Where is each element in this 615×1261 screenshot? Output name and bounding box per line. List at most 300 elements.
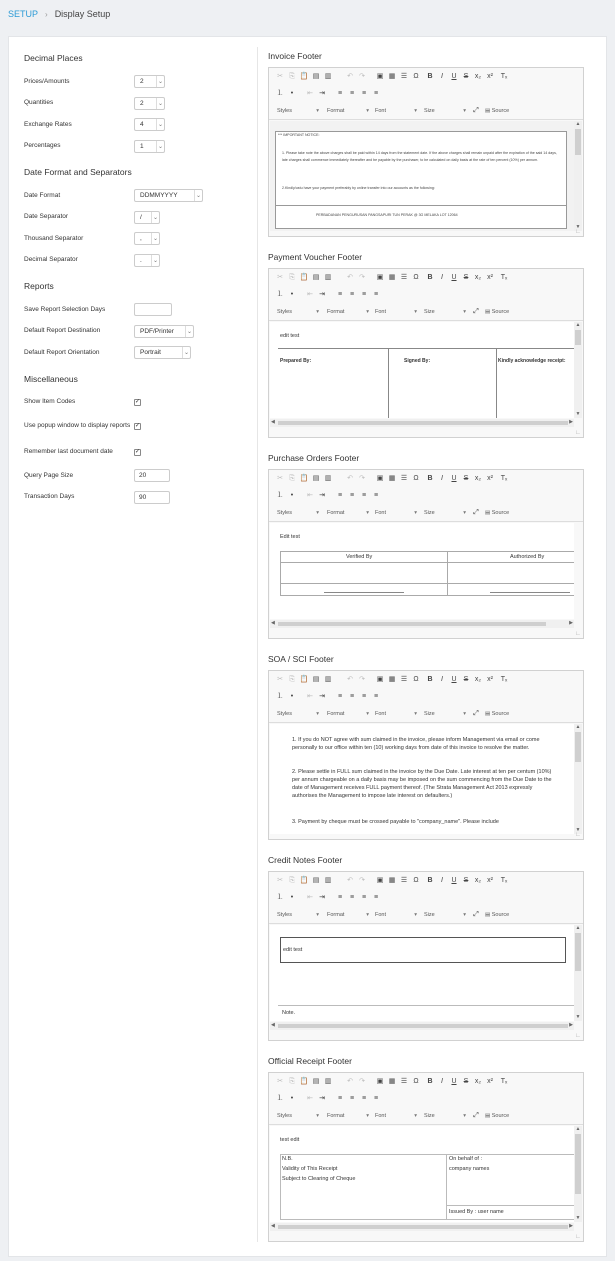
horizontal-line-icon[interactable]: ☰: [400, 676, 408, 683]
image-icon[interactable]: ▣: [376, 274, 384, 281]
paste-icon[interactable]: 📋: [299, 1078, 309, 1085]
thousand-separator-row: [24, 228, 249, 250]
divider: [280, 583, 574, 584]
paste-icon[interactable]: 📋: [299, 73, 309, 80]
superscript-icon[interactable]: x²: [487, 73, 493, 80]
undo-icon[interactable]: ↶: [347, 475, 353, 482]
soa-item-3-text: Payment by cheque must be crossed payable to "company_name". Please include: [298, 819, 499, 825]
outdent-icon[interactable]: ⇤: [307, 90, 313, 97]
underline-icon[interactable]: U: [451, 676, 457, 683]
maximize-icon[interactable]: ⤢: [473, 710, 479, 717]
source-label: Source: [491, 1113, 510, 1119]
align-left-icon[interactable]: ≡: [337, 1095, 343, 1102]
paste-word-icon[interactable]: ▥: [324, 877, 332, 884]
arrow-right-icon: ▶: [569, 1022, 573, 1028]
align-justify-icon[interactable]: ≡: [373, 492, 379, 499]
use-popup-checkbox[interactable]: ✓: [135, 422, 141, 429]
date-format-select[interactable]: [134, 189, 203, 202]
prices-label: Prices/Amounts: [24, 77, 70, 85]
validity-text: Validity of This Receipt: [282, 1166, 338, 1172]
prepared-by: Prepared By:: [280, 358, 312, 364]
strike-icon[interactable]: S: [463, 1078, 469, 1085]
remember-date-label: Remember last document date: [24, 448, 113, 455]
format-dropdown-label: Format: [327, 912, 345, 918]
maximize-icon[interactable]: ⤢: [473, 509, 479, 516]
superscript-icon[interactable]: x²: [487, 1078, 493, 1085]
superscript-icon[interactable]: x²: [487, 475, 493, 482]
credit-notes-content[interactable]: [270, 925, 574, 1021]
report-orientation-value: Portrait: [140, 349, 161, 357]
page-size-row: [24, 465, 249, 487]
scrollbar[interactable]: [574, 121, 582, 231]
align-center-icon[interactable]: ≡: [349, 492, 355, 499]
paste-word-icon[interactable]: ▥: [324, 475, 332, 482]
bulleted-list-icon[interactable]: •: [290, 492, 294, 499]
breadcrumb: [0, 0, 615, 28]
subscript-icon[interactable]: x₂: [474, 877, 482, 884]
cut-icon[interactable]: ✂: [277, 274, 283, 281]
resize-handle-icon[interactable]: ∟: [575, 229, 581, 235]
styles-dropdown-label: Styles: [277, 711, 292, 717]
scrollbar[interactable]: [574, 925, 582, 1021]
align-right-icon[interactable]: ≡: [361, 894, 367, 901]
decimal-separator-select[interactable]: [134, 254, 160, 267]
format-dropdown[interactable]: [327, 1111, 371, 1121]
chevron-down-icon: ▾: [463, 1113, 466, 1119]
thousand-separator-select[interactable]: [134, 232, 160, 245]
table-icon[interactable]: ▦: [388, 877, 396, 884]
scrollbar-thumb[interactable]: [278, 1225, 568, 1229]
format-dropdown[interactable]: [327, 709, 371, 719]
chevron-down-icon: ▾: [366, 711, 369, 717]
outdent-icon[interactable]: ⇤: [307, 492, 313, 499]
quantities-select[interactable]: [134, 97, 165, 110]
italic-icon[interactable]: I: [441, 877, 443, 884]
horizontal-line-icon[interactable]: ☰: [400, 877, 408, 884]
paste-icon[interactable]: 📋: [299, 676, 309, 683]
remove-format-icon[interactable]: Tₓ: [500, 475, 508, 482]
copy-icon[interactable]: ⎘: [289, 274, 295, 281]
align-justify-icon[interactable]: ≡: [373, 894, 379, 901]
align-center-icon[interactable]: ≡: [349, 894, 355, 901]
italic-icon[interactable]: I: [441, 274, 443, 281]
underline-icon[interactable]: U: [451, 274, 457, 281]
underline-icon[interactable]: U: [451, 475, 457, 482]
align-center-icon[interactable]: ≡: [349, 90, 355, 97]
remove-format-icon[interactable]: Tₓ: [500, 1078, 508, 1085]
scrollbar-thumb[interactable]: [575, 330, 581, 345]
align-left-icon[interactable]: ≡: [337, 90, 343, 97]
date-separator-select[interactable]: [134, 211, 160, 224]
indent-icon[interactable]: ⇥: [319, 90, 325, 97]
superscript-icon[interactable]: x²: [487, 877, 493, 884]
bold-icon[interactable]: B: [427, 73, 433, 80]
chevron-down-icon: ⌄: [182, 347, 190, 358]
cut-icon[interactable]: ✂: [277, 676, 283, 683]
cut-icon[interactable]: ✂: [277, 475, 283, 482]
paste-icon[interactable]: 📋: [299, 475, 309, 482]
chevron-down-icon: ▾: [414, 912, 417, 918]
exchange-rates-select[interactable]: [134, 118, 165, 131]
special-char-icon[interactable]: Ω: [413, 475, 419, 482]
align-left-icon[interactable]: ≡: [337, 894, 343, 901]
maximize-icon[interactable]: ⤢: [473, 911, 479, 918]
remove-format-icon[interactable]: Tₓ: [500, 676, 508, 683]
remove-format-icon[interactable]: Tₓ: [500, 274, 508, 281]
font-dropdown[interactable]: [375, 1111, 419, 1121]
underline-icon[interactable]: U: [451, 877, 457, 884]
reports-title: Reports: [24, 281, 54, 291]
size-dropdown-label: Size: [424, 309, 435, 315]
paste-text-icon[interactable]: ▤: [312, 676, 320, 683]
align-left-icon[interactable]: ≡: [337, 291, 343, 298]
page-size-input[interactable]: 20: [134, 469, 170, 482]
divider: [446, 1205, 574, 1206]
source-button[interactable]: [485, 910, 509, 920]
horizontal-line-icon[interactable]: ☰: [400, 73, 408, 80]
numbered-list-icon[interactable]: ⒈: [276, 1095, 284, 1102]
strike-icon[interactable]: S: [463, 475, 469, 482]
table-icon[interactable]: ▦: [388, 676, 396, 683]
numbered-list-icon[interactable]: ⒈: [276, 90, 284, 97]
special-char-icon[interactable]: Ω: [413, 274, 419, 281]
remember-date-checkbox[interactable]: ✓: [135, 448, 141, 455]
horizontal-scrollbar[interactable]: [270, 620, 574, 628]
strike-icon[interactable]: S: [463, 274, 469, 281]
size-dropdown-label: Size: [424, 510, 435, 516]
undo-icon[interactable]: ↶: [347, 274, 353, 281]
chevron-down-icon: ▾: [414, 510, 417, 516]
special-char-icon[interactable]: Ω: [413, 676, 419, 683]
format-dropdown[interactable]: [327, 910, 371, 920]
source-label: Source: [491, 309, 510, 315]
arrow-right-icon: ▶: [569, 1223, 573, 1229]
font-dropdown-label: Font: [375, 309, 387, 315]
save-report-days-input[interactable]: [134, 303, 172, 316]
superscript-icon[interactable]: x²: [487, 676, 493, 683]
paste-word-icon[interactable]: ▥: [324, 73, 332, 80]
numbered-list-icon[interactable]: ⒈: [276, 492, 284, 499]
chevron-down-icon: ⌄: [194, 190, 202, 201]
horizontal-line-icon[interactable]: ☰: [400, 1078, 408, 1085]
styles-dropdown[interactable]: [277, 106, 321, 116]
source-icon: ▤: [485, 711, 492, 717]
size-dropdown[interactable]: [424, 709, 468, 719]
paste-text-icon[interactable]: ▤: [312, 475, 320, 482]
edit-box: [280, 937, 566, 963]
bold-icon[interactable]: B: [427, 274, 433, 281]
styles-dropdown[interactable]: [277, 910, 321, 920]
scrollbar-thumb[interactable]: [278, 622, 546, 626]
paste-word-icon[interactable]: ▥: [324, 274, 332, 281]
strike-icon[interactable]: S: [463, 73, 469, 80]
invoice-footer-content[interactable]: [270, 121, 574, 231]
align-justify-icon[interactable]: ≡: [373, 291, 379, 298]
use-popup-row: [24, 413, 249, 439]
quantities-label: Quantities: [24, 99, 54, 107]
styles-dropdown[interactable]: [277, 1111, 321, 1121]
horizontal-scrollbar[interactable]: [270, 419, 574, 427]
horizontal-scrollbar[interactable]: [270, 1223, 574, 1231]
image-icon[interactable]: ▣: [376, 877, 384, 884]
align-justify-icon[interactable]: ≡: [373, 693, 379, 700]
format-dropdown[interactable]: [327, 307, 371, 317]
outdent-icon[interactable]: ⇤: [307, 894, 313, 901]
scrollbar-thumb[interactable]: [575, 1134, 581, 1194]
align-left-icon[interactable]: ≡: [337, 492, 343, 499]
redo-icon[interactable]: ↷: [359, 1078, 365, 1085]
image-icon[interactable]: ▣: [376, 73, 384, 80]
align-center-icon[interactable]: ≡: [349, 1095, 355, 1102]
bold-icon[interactable]: B: [427, 475, 433, 482]
align-center-icon[interactable]: ≡: [349, 291, 355, 298]
decimal-separator-label: Decimal Separator: [24, 256, 78, 264]
italic-icon[interactable]: I: [441, 1078, 443, 1085]
remove-format-icon[interactable]: Tₓ: [500, 73, 508, 80]
source-button[interactable]: [485, 1111, 509, 1121]
horizontal-scrollbar[interactable]: [270, 1022, 574, 1030]
scrollbar-thumb[interactable]: [575, 933, 581, 971]
chevron-down-icon: ⌄: [156, 119, 164, 130]
undo-icon[interactable]: ↶: [347, 676, 353, 683]
styles-dropdown[interactable]: [277, 307, 321, 317]
source-button[interactable]: [485, 709, 509, 719]
special-char-icon[interactable]: Ω: [413, 877, 419, 884]
styles-dropdown[interactable]: [277, 508, 321, 518]
editor-toolbar: [269, 872, 583, 924]
paste-icon[interactable]: 📋: [299, 877, 309, 884]
decimal-places-title: Decimal Places: [24, 53, 83, 63]
date-separator-value: /: [140, 213, 142, 221]
bulleted-list-icon[interactable]: •: [290, 90, 294, 97]
scrollbar[interactable]: [574, 1126, 582, 1222]
copy-icon[interactable]: ⎘: [289, 1078, 295, 1085]
size-dropdown[interactable]: [424, 106, 468, 116]
redo-icon[interactable]: ↷: [359, 73, 365, 80]
bulleted-list-icon[interactable]: •: [290, 894, 294, 901]
bold-icon[interactable]: B: [427, 676, 433, 683]
chevron-down-icon: ▾: [316, 912, 319, 918]
scrollbar[interactable]: [574, 724, 582, 834]
report-destination-select[interactable]: [134, 325, 194, 338]
report-destination-label: Default Report Destination: [24, 327, 101, 335]
paste-icon[interactable]: 📋: [299, 274, 309, 281]
outdent-icon[interactable]: ⇤: [307, 693, 313, 700]
resize-handle-icon[interactable]: ∟: [575, 631, 581, 637]
scrollbar-thumb[interactable]: [575, 732, 581, 762]
underline-icon[interactable]: U: [451, 1078, 457, 1085]
source-button[interactable]: [485, 106, 509, 116]
maximize-icon[interactable]: ⤢: [473, 1112, 479, 1119]
align-right-icon[interactable]: ≡: [361, 291, 367, 298]
bold-icon[interactable]: B: [427, 1078, 433, 1085]
outdent-icon[interactable]: ⇤: [307, 291, 313, 298]
payment-voucher-content[interactable]: [270, 322, 574, 418]
align-right-icon[interactable]: ≡: [361, 492, 367, 499]
thousand-separator-label: Thousand Separator: [24, 234, 84, 242]
subscript-icon[interactable]: x₂: [474, 1078, 482, 1085]
align-right-icon[interactable]: ≡: [361, 1095, 367, 1102]
divider: [496, 348, 497, 418]
arrow-right-icon: ▶: [569, 620, 573, 626]
font-dropdown[interactable]: [375, 508, 419, 518]
format-dropdown[interactable]: [327, 508, 371, 518]
font-dropdown[interactable]: [375, 106, 419, 116]
horizontal-line-icon[interactable]: ☰: [400, 274, 408, 281]
subscript-icon[interactable]: x₂: [474, 274, 482, 281]
image-icon[interactable]: ▣: [376, 676, 384, 683]
redo-icon[interactable]: ↷: [359, 274, 365, 281]
outdent-icon[interactable]: ⇤: [307, 1095, 313, 1102]
italic-icon[interactable]: I: [441, 676, 443, 683]
date-separator-label: Date Separator: [24, 213, 69, 221]
undo-icon[interactable]: ↶: [347, 877, 353, 884]
align-left-icon[interactable]: ≡: [337, 693, 343, 700]
prices-select[interactable]: [134, 75, 165, 88]
divider: [280, 562, 574, 563]
superscript-icon[interactable]: x²: [487, 274, 493, 281]
horizontal-line-icon[interactable]: ☰: [400, 475, 408, 482]
special-char-icon[interactable]: Ω: [413, 73, 419, 80]
size-dropdown[interactable]: [424, 1111, 468, 1121]
underline-icon[interactable]: U: [451, 73, 457, 80]
table-icon[interactable]: ▦: [388, 274, 396, 281]
numbered-list-icon[interactable]: ⒈: [276, 291, 284, 298]
size-dropdown[interactable]: [424, 910, 468, 920]
cut-icon[interactable]: ✂: [277, 1078, 283, 1085]
numbered-list-icon[interactable]: ⒈: [276, 693, 284, 700]
table-icon[interactable]: ▦: [388, 1078, 396, 1085]
receipt-table: [280, 1154, 574, 1220]
bulleted-list-icon[interactable]: •: [290, 291, 294, 298]
strike-icon[interactable]: S: [463, 676, 469, 683]
align-justify-icon[interactable]: ≡: [373, 90, 379, 97]
exchange-rates-row: [24, 114, 249, 136]
resize-handle-icon[interactable]: ∟: [575, 430, 581, 436]
resize-handle-icon[interactable]: ∟: [575, 1033, 581, 1039]
subscript-icon[interactable]: x₂: [474, 475, 482, 482]
font-dropdown[interactable]: [375, 709, 419, 719]
cut-icon[interactable]: ✂: [277, 877, 283, 884]
subscript-icon[interactable]: x₂: [474, 676, 482, 683]
bulleted-list-icon[interactable]: •: [290, 693, 294, 700]
copy-icon[interactable]: ⎘: [289, 73, 295, 80]
subscript-icon[interactable]: x₂: [474, 73, 482, 80]
divider: [446, 1154, 447, 1220]
resize-handle-icon[interactable]: ∟: [575, 1234, 581, 1240]
undo-icon[interactable]: ↶: [347, 1078, 353, 1085]
image-icon[interactable]: ▣: [376, 1078, 384, 1085]
indent-icon[interactable]: ⇥: [319, 1095, 325, 1102]
cut-icon[interactable]: ✂: [277, 73, 283, 80]
notice-heading: *** IMPORTANT NOTICE:: [278, 133, 320, 137]
size-dropdown[interactable]: [424, 508, 468, 518]
image-icon[interactable]: ▣: [376, 475, 384, 482]
copy-icon[interactable]: ⎘: [289, 676, 295, 683]
special-char-icon[interactable]: Ω: [413, 1078, 419, 1085]
italic-icon[interactable]: I: [441, 73, 443, 80]
scrollbar-thumb[interactable]: [278, 421, 568, 425]
source-icon: ▤: [485, 912, 492, 918]
paste-word-icon[interactable]: ▥: [324, 1078, 332, 1085]
paste-text-icon[interactable]: ▤: [312, 1078, 320, 1085]
strike-icon[interactable]: S: [463, 877, 469, 884]
divider: [278, 348, 574, 349]
indent-icon[interactable]: ⇥: [319, 291, 325, 298]
paste-text-icon[interactable]: ▤: [312, 274, 320, 281]
styles-dropdown-label: Styles: [277, 510, 292, 516]
percentages-select[interactable]: [134, 140, 165, 153]
copy-icon[interactable]: ⎘: [289, 877, 295, 884]
format-dropdown[interactable]: [327, 106, 371, 116]
font-dropdown[interactable]: [375, 307, 419, 317]
soa-sci-content[interactable]: [270, 724, 574, 834]
remove-format-icon[interactable]: Tₓ: [500, 877, 508, 884]
bulleted-list-icon[interactable]: •: [290, 1095, 294, 1102]
maximize-icon[interactable]: ⤢: [473, 107, 479, 114]
align-center-icon[interactable]: ≡: [349, 693, 355, 700]
purchase-orders-footer-title: Purchase Orders Footer: [268, 453, 360, 463]
report-orientation-select[interactable]: [134, 346, 191, 359]
list-number: 1.: [292, 737, 299, 743]
edit-text: Edit test: [280, 534, 300, 540]
maximize-icon[interactable]: ⤢: [473, 308, 479, 315]
font-dropdown[interactable]: [375, 910, 419, 920]
bold-icon[interactable]: B: [427, 877, 433, 884]
source-button[interactable]: [485, 307, 509, 317]
paste-word-icon[interactable]: ▥: [324, 676, 332, 683]
table-icon[interactable]: ▦: [388, 73, 396, 80]
align-right-icon[interactable]: ≡: [361, 693, 367, 700]
copy-icon[interactable]: ⎘: [289, 475, 295, 482]
table-icon[interactable]: ▦: [388, 475, 396, 482]
decimal-separator-value: .: [140, 256, 142, 264]
save-report-row: [24, 299, 249, 321]
show-item-codes-checkbox[interactable]: ✓: [135, 398, 141, 405]
invoice-footer-editor: [268, 67, 584, 237]
paste-text-icon[interactable]: ▤: [312, 73, 320, 80]
purchase-orders-content[interactable]: [270, 523, 574, 619]
resize-handle-icon[interactable]: ∟: [575, 832, 581, 838]
official-receipt-content[interactable]: [270, 1126, 574, 1222]
size-dropdown[interactable]: [424, 307, 468, 317]
indent-icon[interactable]: ⇥: [319, 894, 325, 901]
paste-text-icon[interactable]: ▤: [312, 877, 320, 884]
arrow-down-icon: ▼: [575, 224, 581, 230]
transaction-days-input[interactable]: 90: [134, 491, 170, 504]
align-justify-icon[interactable]: ≡: [373, 1095, 379, 1102]
redo-icon[interactable]: ↷: [359, 676, 365, 683]
arrow-left-icon: ◀: [271, 419, 275, 425]
redo-icon[interactable]: ↷: [359, 475, 365, 482]
scrollbar-thumb[interactable]: [278, 1024, 568, 1028]
styles-dropdown[interactable]: [277, 709, 321, 719]
numbered-list-icon[interactable]: ⒈: [276, 894, 284, 901]
scrollbar-thumb[interactable]: [575, 129, 581, 155]
chevron-down-icon: ⌄: [156, 76, 164, 87]
italic-icon[interactable]: I: [441, 475, 443, 482]
redo-icon[interactable]: ↷: [359, 877, 365, 884]
indent-icon[interactable]: ⇥: [319, 492, 325, 499]
scrollbar[interactable]: [574, 322, 582, 418]
align-right-icon[interactable]: ≡: [361, 90, 367, 97]
source-button[interactable]: [485, 508, 509, 518]
indent-icon[interactable]: ⇥: [319, 693, 325, 700]
undo-icon[interactable]: ↶: [347, 73, 353, 80]
notice-item-2: 2.Kindly/ustu have your payment preferably by online transfer into our accounts as the following:: [282, 186, 435, 190]
breadcrumb-setup-link[interactable]: SETUP: [8, 9, 39, 19]
acknowledge-receipt: Kindly acknowledge receipt:: [498, 358, 566, 364]
